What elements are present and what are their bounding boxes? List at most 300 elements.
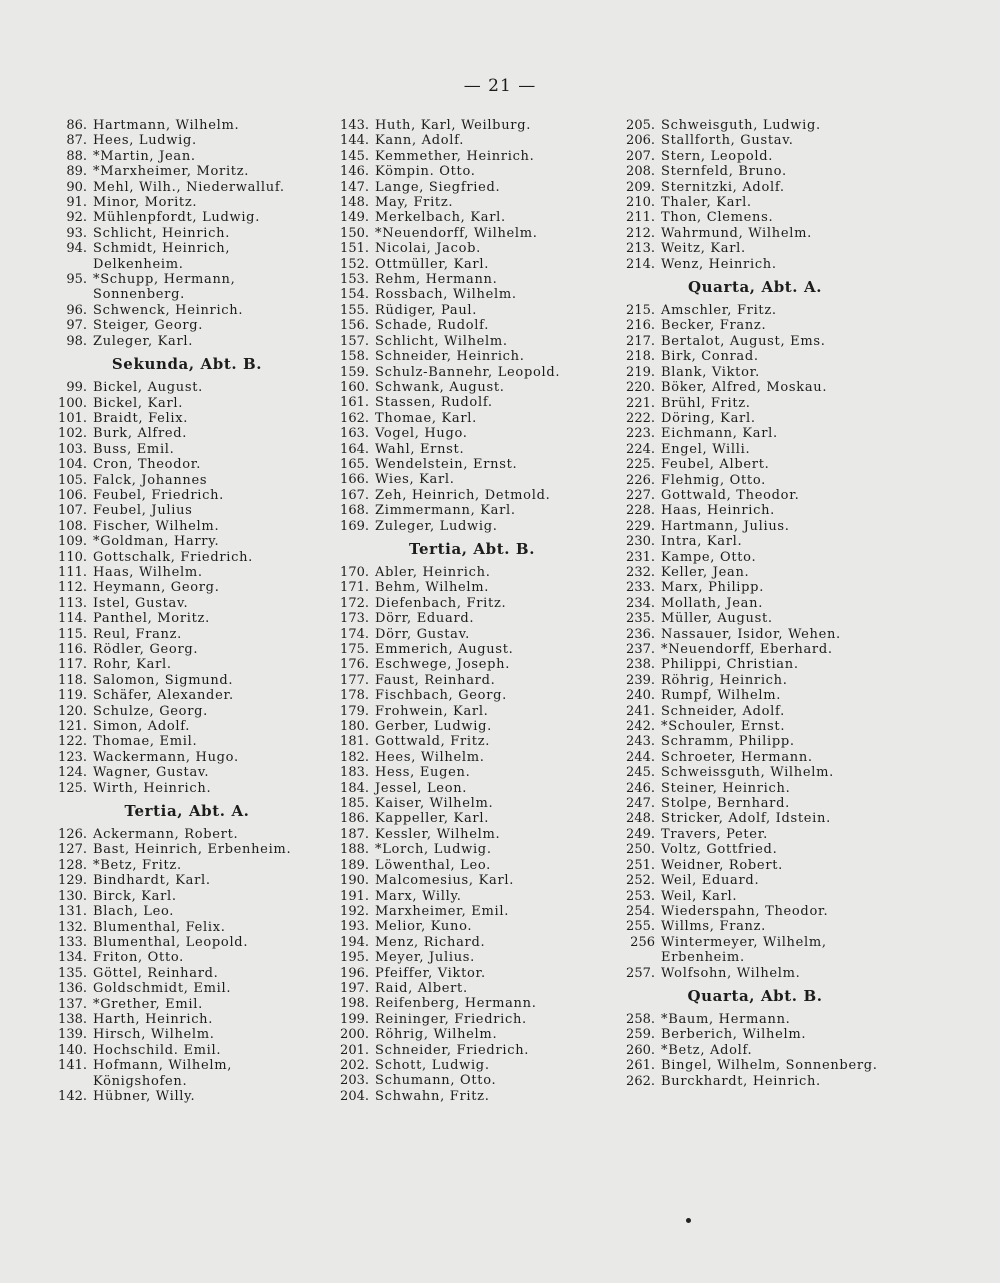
entry-name: Dörr, Gustav.	[375, 626, 470, 642]
list-item	[624, 241, 886, 256]
entry-number: 248.	[626, 811, 655, 827]
entry-name: Zuleger, Karl.	[93, 333, 194, 349]
entry-name: Stricker, Adolf, Idstein.	[661, 811, 831, 827]
entry-name: Thomae, Emil.	[93, 734, 198, 750]
entry-name: Meyer, Julius.	[375, 950, 475, 966]
entry-name: Simon, Adolf.	[93, 719, 191, 735]
entry-name: Hess, Eugen.	[375, 765, 471, 781]
entry-name: *Neuendorff, Eberhard.	[661, 642, 833, 657]
list-item	[338, 334, 606, 349]
entry-name: Minor, Moritz.	[93, 195, 198, 211]
entry-name: Diefenbach, Fritz.	[375, 595, 507, 611]
list-item	[624, 195, 886, 210]
entry-name: Fischer, Wilhelm.	[93, 518, 220, 534]
list-item	[338, 765, 606, 780]
entry-number: 193.	[340, 919, 369, 935]
list-item	[56, 534, 318, 549]
entry-name: Salomon, Sigmund.	[93, 672, 234, 688]
entry-name: Braidt, Felix.	[93, 410, 189, 426]
entry-name: Intra, Karl.	[661, 534, 743, 550]
entry-number: 211.	[626, 210, 655, 226]
entry-name: Emmerich, August.	[375, 642, 514, 657]
list-item	[624, 164, 886, 179]
entry-number: 93.	[66, 225, 87, 241]
entry-number: 125.	[58, 780, 87, 796]
section-heading: Tertia, Abt. A.	[124, 802, 250, 821]
entry-number: 182.	[340, 749, 369, 765]
entry-number: 241.	[626, 703, 655, 719]
entry-number: 160.	[340, 379, 369, 395]
list-item	[338, 226, 606, 241]
list-item	[338, 503, 606, 518]
entry-name: Blach, Leo.	[93, 904, 175, 920]
entry-number: 242.	[626, 719, 655, 735]
entry-number: 206.	[626, 133, 655, 149]
entry-number: 95.	[66, 272, 87, 288]
entry-name: *Schupp, Hermann, Sonnenberg.	[93, 272, 236, 303]
entry-number: 202.	[340, 1057, 369, 1073]
entry-number: 230.	[626, 534, 655, 550]
entry-name: Stallforth, Gustav.	[661, 133, 794, 149]
entry-number: 161.	[340, 395, 369, 411]
entry-name: Berberich, Wilhelm.	[661, 1027, 807, 1043]
entry-name: Zuleger, Ludwig.	[375, 518, 498, 534]
entry-name: Thon, Clemens.	[661, 210, 774, 226]
entry-name: Schweisguth, Ludwig.	[661, 118, 821, 133]
list-item	[56, 889, 318, 904]
entry-name: Blumenthal, Leopold.	[93, 934, 249, 950]
entry-name: Panthel, Moritz.	[93, 611, 210, 627]
list-item	[56, 935, 318, 950]
list-item	[338, 904, 606, 919]
entry-name: Friton, Otto.	[93, 950, 185, 966]
entry-number: 232.	[626, 564, 655, 580]
entry-name: *Betz, Fritz.	[93, 857, 182, 873]
entry-number: 135.	[58, 965, 87, 981]
list-item	[56, 827, 318, 842]
entry-number: 91.	[66, 195, 87, 211]
entry-number: 245.	[626, 765, 655, 781]
list-item	[56, 734, 318, 749]
list-item	[56, 781, 318, 796]
column-1	[56, 118, 318, 1104]
list-item	[338, 596, 606, 611]
entry-number: 163.	[340, 426, 369, 442]
entry-name: Kappeller, Karl.	[375, 811, 490, 827]
entry-name: Wiederspahn, Theodor.	[661, 903, 829, 919]
entry-number: 101.	[58, 410, 87, 426]
entry-name: Böker, Alfred, Moskau.	[661, 380, 828, 396]
list-item	[56, 642, 318, 657]
list-item	[624, 673, 886, 688]
list-item	[338, 611, 606, 626]
entry-name: *Neuendorff, Wilhelm.	[375, 225, 538, 241]
entry-number: 225.	[626, 457, 655, 473]
list-item	[624, 1074, 886, 1089]
entry-name: *Baum, Hermann.	[661, 1011, 791, 1027]
entry-number: 167.	[340, 487, 369, 503]
list-item	[56, 765, 318, 780]
entry-number: 170.	[340, 564, 369, 580]
entry-number: 148.	[340, 195, 369, 211]
entry-name: Voltz, Gottfried.	[661, 842, 778, 858]
list-item	[338, 287, 606, 302]
list-item	[56, 1012, 318, 1027]
list-item	[624, 750, 886, 765]
entry-number: 169.	[340, 518, 369, 534]
entry-number: 233.	[626, 580, 655, 596]
entry-number: 159.	[340, 364, 369, 380]
entry-name: Schroeter, Hermann.	[661, 749, 813, 765]
list-item	[624, 226, 886, 241]
entry-name: Burk, Alfred.	[93, 426, 188, 442]
entry-name: Schweissguth, Wilhelm.	[661, 765, 834, 781]
entry-name: Goldschmidt, Emil.	[93, 981, 232, 997]
entry-name: Schneider, Friedrich.	[375, 1042, 530, 1058]
entry-name: Steiner, Heinrich.	[661, 780, 791, 796]
list-item	[624, 180, 886, 195]
list-item	[338, 642, 606, 657]
entry-number: 86.	[66, 118, 87, 133]
entry-number: 153.	[340, 272, 369, 288]
entry-number: 195.	[340, 950, 369, 966]
entry-number: 216.	[626, 318, 655, 334]
entry-name: Bertalot, August, Ems.	[661, 333, 826, 349]
entry-number: 217.	[626, 333, 655, 349]
entry-number: 250.	[626, 842, 655, 858]
list-item	[624, 966, 886, 981]
entry-name: Istel, Gustav.	[93, 595, 189, 611]
list-item	[338, 673, 606, 688]
entry-name: Heymann, Georg.	[93, 580, 220, 596]
entry-number: 229.	[626, 518, 655, 534]
list-item	[56, 334, 318, 349]
entry-number: 189.	[340, 857, 369, 873]
list-item	[338, 257, 606, 272]
entry-name: Haas, Wilhelm.	[93, 564, 203, 580]
list-item	[338, 395, 606, 410]
entry-name: Philippi, Christian.	[661, 657, 799, 673]
entry-name: Schäfer, Alexander.	[93, 688, 234, 704]
entry-name: Bickel, Karl.	[93, 395, 184, 411]
entry-number: 246.	[626, 780, 655, 796]
entry-name: Schade, Rudolf.	[375, 318, 490, 334]
list-item	[56, 842, 318, 857]
list-item	[338, 950, 606, 965]
entry-name: Stern, Leopold.	[661, 148, 774, 164]
entry-number: 207.	[626, 148, 655, 164]
entry-number: 103.	[58, 441, 87, 457]
list-item	[338, 996, 606, 1011]
entry-number: 258.	[626, 1011, 655, 1027]
list-item	[56, 1089, 318, 1104]
list-item	[624, 503, 886, 518]
list-item	[338, 442, 606, 457]
entry-name: Döring, Karl.	[661, 410, 756, 426]
entry-number: 173.	[340, 611, 369, 627]
list-item	[56, 966, 318, 981]
entry-name: Blumenthal, Felix.	[93, 919, 226, 935]
list-item	[56, 133, 318, 148]
list-item	[624, 334, 886, 349]
list-item	[56, 195, 318, 210]
entry-name: Steiger, Georg.	[93, 318, 204, 334]
entry-number: 104.	[58, 457, 87, 473]
entry-number: 172.	[340, 595, 369, 611]
list-item	[56, 657, 318, 672]
entry-name: Schulz-Bannehr, Leopold.	[375, 364, 561, 380]
entry-number: 201.	[340, 1042, 369, 1058]
entry-number: 237.	[626, 642, 655, 657]
entry-number: 158.	[340, 349, 369, 365]
entry-number: 261.	[626, 1058, 655, 1074]
list-item	[338, 1012, 606, 1027]
entry-number: 130.	[58, 888, 87, 904]
list-item	[338, 149, 606, 164]
entry-name: Stassen, Rudolf.	[375, 395, 493, 411]
entry-number: 228.	[626, 503, 655, 519]
entry-name: Dörr, Eduard.	[375, 611, 475, 627]
entry-number: 115.	[58, 626, 87, 642]
list-item	[624, 396, 886, 411]
entry-name: Schwahn, Fritz.	[375, 1088, 490, 1104]
entry-number: 218.	[626, 349, 655, 365]
entry-number: 122.	[58, 734, 87, 750]
entry-number: 132.	[58, 919, 87, 935]
entry-name: Raid, Albert.	[375, 980, 468, 996]
entry-number: 116.	[58, 642, 87, 657]
entry-number: 209.	[626, 179, 655, 195]
entry-name: Röhrig, Wilhelm.	[375, 1027, 498, 1043]
entry-name: Wenz, Heinrich.	[661, 256, 777, 272]
entry-name: Fischbach, Georg.	[375, 688, 507, 704]
entry-name: Rossbach, Wilhelm.	[375, 287, 517, 303]
entry-name: Thaler, Karl.	[661, 195, 752, 211]
entry-number: 162.	[340, 410, 369, 426]
list-item	[624, 365, 886, 380]
entry-name: Wahrmund, Wilhelm.	[661, 225, 812, 241]
entry-number: 203.	[340, 1073, 369, 1089]
entry-number: 183.	[340, 765, 369, 781]
entry-name: Hartmann, Julius.	[661, 518, 790, 534]
list-item	[56, 303, 318, 318]
list-item	[338, 411, 606, 426]
entry-number: 239.	[626, 672, 655, 688]
entry-number: 156.	[340, 318, 369, 334]
entry-name: Frohwein, Karl.	[375, 703, 489, 719]
list-item	[624, 842, 886, 857]
entry-number: 97.	[66, 318, 87, 334]
list-item	[624, 734, 886, 749]
entry-name: Schramm, Philipp.	[661, 734, 795, 750]
list-item	[338, 873, 606, 888]
list-item	[338, 1043, 606, 1058]
entry-name: Cron, Theodor.	[93, 457, 202, 473]
entry-number: 105.	[58, 472, 87, 488]
list-item	[56, 688, 318, 703]
list-item	[624, 580, 886, 595]
entry-name: *Marxheimer, Moritz.	[93, 164, 250, 180]
entry-number: 107.	[58, 503, 87, 519]
entry-number: 123.	[58, 749, 87, 765]
entry-number: 114.	[58, 611, 87, 627]
entry-name: Feubel, Friedrich.	[93, 487, 224, 503]
entry-number: 213.	[626, 241, 655, 257]
entry-name: Wintermeyer, Wilhelm, Erbenheim.	[661, 934, 827, 966]
list-item	[624, 688, 886, 703]
entry-number: 184.	[340, 780, 369, 796]
entry-number: 223.	[626, 426, 655, 442]
list-item	[56, 488, 318, 503]
entry-number: 238.	[626, 657, 655, 673]
entry-name: Kaiser, Wilhelm.	[375, 796, 494, 812]
column-3	[624, 118, 886, 1089]
list-item	[624, 550, 886, 565]
list-item	[56, 904, 318, 919]
entry-name: Wackermann, Hugo.	[93, 749, 239, 765]
list-item	[338, 195, 606, 210]
entry-name: Menz, Richard.	[375, 934, 486, 950]
entry-number: 204.	[340, 1088, 369, 1104]
list-item	[338, 426, 606, 441]
entry-name: Ottmüller, Karl.	[375, 256, 490, 272]
list-item	[338, 781, 606, 796]
list-item	[56, 997, 318, 1012]
list-item	[338, 318, 606, 333]
list-item	[624, 719, 886, 734]
list-item	[56, 627, 318, 642]
entry-number: 235.	[626, 611, 655, 627]
entry-number: 253.	[626, 888, 655, 904]
entry-number: 137.	[58, 996, 87, 1012]
list-item	[624, 318, 886, 333]
entry-name: Malcomesius, Karl.	[375, 873, 515, 889]
entry-name: Nicolai, Jacob.	[375, 241, 481, 257]
entry-number: 112.	[58, 580, 87, 596]
entry-name: Hofmann, Wilhelm, Königshofen.	[93, 1058, 233, 1089]
entry-number: 175.	[340, 642, 369, 657]
list-item	[624, 519, 886, 534]
entry-number: 259.	[626, 1027, 655, 1043]
entry-name: Hees, Ludwig.	[93, 133, 197, 149]
list-item	[338, 657, 606, 672]
entry-name: Feubel, Albert.	[661, 457, 770, 473]
entry-name: Jessel, Leon.	[375, 780, 468, 796]
entry-number: 142.	[58, 1088, 87, 1104]
section-heading: Quarta, Abt. A.	[687, 278, 823, 297]
entry-name: Thomae, Karl.	[375, 410, 477, 426]
list-item	[56, 210, 318, 225]
entry-number: 205.	[626, 118, 655, 133]
list-item	[338, 750, 606, 765]
list-item	[338, 688, 606, 703]
entry-name: Schwank, August.	[375, 379, 505, 395]
list-item	[624, 133, 886, 148]
list-item	[624, 411, 886, 426]
entry-name: Harth, Heinrich.	[93, 1011, 214, 1027]
entry-name: Bingel, Wilhelm, Sonnenberg.	[661, 1058, 878, 1074]
entry-name: Eichmann, Karl.	[661, 426, 778, 442]
entry-number: 128.	[58, 857, 87, 873]
entry-name: Schumann, Otto.	[375, 1073, 497, 1089]
entry-name: Nassauer, Isidor, Wehen.	[661, 626, 841, 642]
entry-number: 127.	[58, 842, 87, 858]
entry-name: Schmidt, Heinrich, Delkenheim.	[93, 241, 231, 272]
entry-name: Marx, Philipp.	[661, 580, 765, 596]
entry-number: 234.	[626, 595, 655, 611]
list-item	[624, 889, 886, 904]
entry-number: 164.	[340, 441, 369, 457]
list-item	[624, 457, 886, 472]
entry-name: Rödler, Georg.	[93, 642, 199, 657]
entry-number: 199.	[340, 1011, 369, 1027]
entry-number: 208.	[626, 164, 655, 180]
entry-number: 190.	[340, 873, 369, 889]
entry-number: 131.	[58, 904, 87, 920]
list-item	[624, 380, 886, 395]
list-item	[338, 1027, 606, 1042]
entry-number: 224.	[626, 441, 655, 457]
entry-name: Kessler, Wilhelm.	[375, 826, 501, 842]
entry-number: 106.	[58, 487, 87, 503]
entry-number: 141.	[58, 1058, 87, 1074]
entry-name: Rüdiger, Paul.	[375, 302, 478, 318]
entry-name: Rohr, Karl.	[93, 657, 172, 673]
entry-number: 100.	[58, 395, 87, 411]
entry-number: 227.	[626, 487, 655, 503]
entry-number: 133.	[58, 934, 87, 950]
entry-name: Flehmig, Otto.	[661, 472, 766, 488]
entry-name: Falck, Johannes	[93, 472, 208, 488]
entry-name: Zeh, Heinrich, Detmold.	[375, 487, 551, 503]
entry-number: 185.	[340, 796, 369, 812]
entry-number: 111.	[58, 564, 87, 580]
entry-number: 197.	[340, 980, 369, 996]
entry-number: 144.	[340, 133, 369, 149]
list-item	[624, 935, 886, 966]
entry-number: 88.	[66, 148, 87, 164]
list-item	[624, 765, 886, 780]
entry-name: Reifenberg, Hermann.	[375, 996, 537, 1012]
entry-name: Mollath, Jean.	[661, 595, 764, 611]
list-item	[56, 149, 318, 164]
entry-number: 94.	[66, 241, 87, 257]
entry-name: Schwenck, Heinrich.	[93, 302, 244, 318]
entry-number: 191.	[340, 888, 369, 904]
entry-number: 136.	[58, 981, 87, 997]
entry-number: 98.	[66, 333, 87, 349]
entry-name: Gottwald, Fritz.	[375, 734, 491, 750]
entry-number: 121.	[58, 719, 87, 735]
entry-number: 255.	[626, 919, 655, 935]
entry-number: 102.	[58, 426, 87, 442]
list-item	[624, 873, 886, 888]
entry-number: 149.	[340, 210, 369, 226]
entry-name: Wendelstein, Ernst.	[375, 456, 518, 472]
entry-name: Reininger, Friedrich.	[375, 1011, 527, 1027]
entry-name: Göttel, Reinhard.	[93, 965, 219, 981]
entry-name: Amschler, Fritz.	[661, 303, 777, 319]
entry-name: Schlicht, Heinrich.	[93, 225, 231, 241]
list-item	[338, 981, 606, 996]
list-item	[338, 719, 606, 734]
entry-number: 108.	[58, 518, 87, 534]
entry-number: 244.	[626, 749, 655, 765]
entry-number: 196.	[340, 965, 369, 981]
list-item	[624, 858, 886, 873]
list-item	[338, 796, 606, 811]
entry-name: Melior, Kuno.	[375, 919, 473, 935]
